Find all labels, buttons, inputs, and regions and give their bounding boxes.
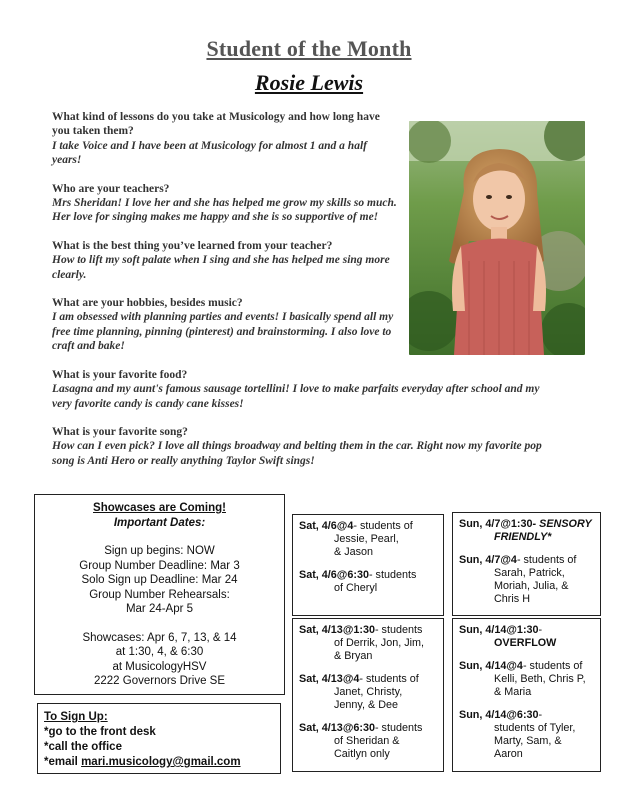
schedule-entry: Sun, 4/14@1:30- OVERFLOW: [459, 624, 557, 649]
date-line: Group Number Deadline: Mar 3: [79, 559, 240, 572]
qa-item: [52, 425, 552, 468]
answer: How to lift my soft palate when I sing and she has helped me sing more clearly.: [52, 254, 390, 281]
student-name: Rosie Lewis: [254, 70, 364, 95]
schedule-entry: Sun, 4/7@1:30- SENSORY FRIENDLY*: [459, 518, 592, 543]
page-title: Student of the Month: [206, 36, 412, 61]
date-line: Group Number Rehearsals:: [89, 588, 230, 601]
schedule-entry: Sun, 4/14@6:30- students of Tyler, Marty, Sam, & Aaron: [459, 709, 576, 760]
answer: Lasagna and my aunt's famous sausage tortellini! I love to make parfaits everyday after school and my very favorite candy is candy cane kisses!: [52, 383, 540, 410]
sign-up-item: *go to the front desk: [44, 726, 156, 738]
question: What are your hobbies, besides music?: [52, 297, 243, 310]
schedule-box-sun-4-7: [452, 512, 601, 616]
qa-item: [52, 368, 552, 411]
question: What is your favorite food?: [52, 368, 188, 381]
answer: How can I even pick? I love all things broadway and belting them in the car. Right now my favorite pop song is Anti Hero or really anything Taylor Swift sings!: [52, 440, 542, 467]
answer: Mrs Sheridan! I love her and she has helped me grow my skills so much. Her love for singing makes me happy and she is so supportive of me!: [52, 197, 397, 224]
question: What kind of lessons do you take at Musicology and how long have you taken them?: [52, 111, 380, 138]
showcase-line: at MusicologyHSV: [112, 660, 207, 673]
sign-up-box: [37, 703, 281, 774]
showcase-dates-box: [34, 494, 285, 695]
answer: I take Voice and I have been at Musicology for almost 1 and a half years!: [52, 139, 367, 167]
schedule-box-sat-4-6: [292, 514, 444, 616]
question: What is the best thing you’ve learned from your teacher?: [52, 239, 333, 252]
showcase-line: at 1:30, 4, & 6:30: [115, 646, 204, 658]
sign-up-heading: To Sign Up:: [44, 711, 108, 723]
schedule-entry: Sat, 4/13@6:30- students of Sheridan & Caitlyn only: [299, 722, 423, 760]
sign-up-item: *call the office: [44, 741, 122, 753]
schedule-box-sat-4-13: [292, 618, 444, 772]
date-line: Solo Sign up Deadline: Mar 24: [81, 574, 238, 586]
answer: I am obsessed with planning parties and events! I basically spend all my free time planning, pinning (pinterest) and brainstorming. I also love to craft and bake!: [52, 311, 394, 353]
schedule-entry: Sat, 4/6@4- students of Jessie, Pearl, & Jason: [299, 520, 413, 558]
important-dates-heading: Important Dates:: [113, 516, 206, 529]
schedule-entry: Sun, 4/7@4- students of Sarah, Patrick, Moriah, Julia, & Chris H: [459, 554, 577, 605]
showcase-heading: Showcases are Coming!: [93, 502, 226, 514]
sign-up-email-line: *email mari.musicology@gmail.com: [44, 756, 241, 768]
date-line: Mar 24-Apr 5: [125, 603, 194, 615]
student-photo: [409, 121, 585, 355]
email-link[interactable]: mari.musicology@gmail.com: [81, 756, 241, 768]
showcase-line: 2222 Governors Drive SE: [93, 675, 226, 687]
schedule-box-sun-4-14: [452, 618, 601, 772]
schedule-entry: Sat, 4/6@6:30- students of Cheryl: [299, 569, 417, 594]
schedule-entry: Sun, 4/14@4- students of Kelli, Beth, Chris P, & Maria: [459, 660, 586, 698]
question: Who are your teachers?: [52, 182, 170, 195]
schedule-entry: Sat, 4/13@4- students of Janet, Christy, Jenny, & Dee: [299, 673, 419, 711]
date-line: Sign up begins: NOW: [104, 545, 215, 557]
student-photo-illustration: [409, 121, 585, 355]
schedule-entry: Sat, 4/13@1:30- students of Derrik, Jon, Jim, & Bryan: [299, 624, 424, 662]
question: What is your favorite song?: [52, 425, 188, 438]
showcase-line: Showcases: Apr 6, 7, 13, & 14: [82, 631, 237, 644]
